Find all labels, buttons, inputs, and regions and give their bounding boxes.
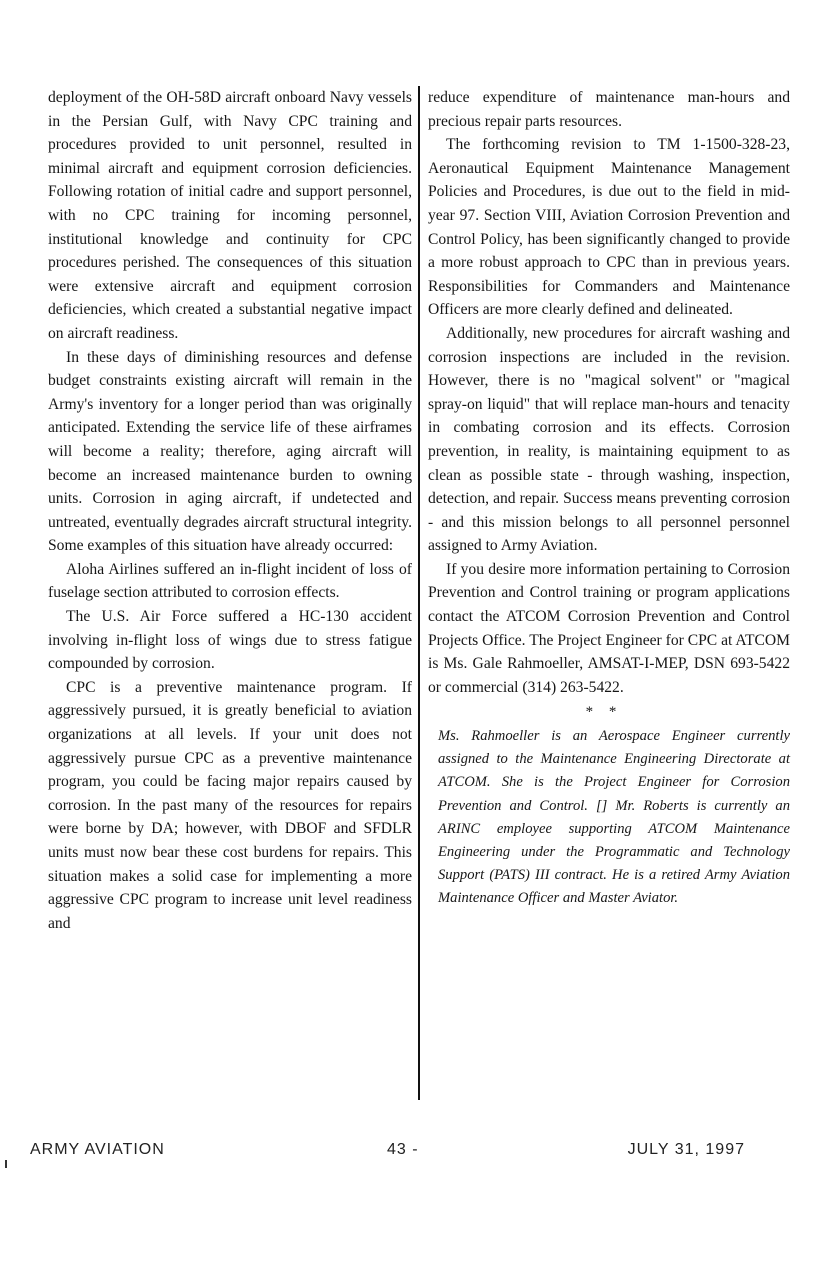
- footer-date: JULY 31, 1997: [627, 1141, 745, 1158]
- right-paragraph-3: Additionally, new procedures for aircraft washing and corrosion inspections are included in the revision. However, there is no "magical solvent" or "magical spray-on liquid" that will replace man-hours and tenacity in combating corrosion and its effects. Corrosion prevention, in reality, is maintaining equipment to as clean as possible state - through washing, inspection, detection, and repair. Success means preventing corrosion - and this mission belongs to all personnel personnel assigned to Army Aviation.: [428, 324, 790, 555]
- author-bio: Ms. Rahmoeller is an Aerospace Engineer currently assigned to the Maintenance Engineering Directorate at ATCOM. She is the Project Engineer for Corrosion Prevention and Control. [] Mr. Roberts is currently an ARINC employee supporting ATCOM Maintenance Engineering under the Programmatic and Technology Support (PATS) III contract. He is a retired Army Aviation Maintenance Officer and Master Aviator.: [438, 728, 790, 907]
- left-paragraph-4: The U.S. Air Force suffered a HC-130 accident involving in-flight loss of wings due to stress fatigue compounded by corrosion.: [48, 608, 412, 673]
- footer-publication: ARMY AVIATION: [30, 1141, 165, 1158]
- section-separator: * *: [585, 704, 623, 721]
- footer-page-number: 43 -: [387, 1141, 419, 1158]
- right-paragraph-1: reduce expenditure of maintenance man-hours and precious repair parts resources.: [428, 89, 790, 130]
- left-paragraph-5: CPC is a preventive maintenance program. If aggressively pursued, it is greatly beneficial to aviation organizations at all levels. If your unit does not aggressively pursue CPC as a preventive maintenance program, you could be facing major repairs caused by corrosion. In the past many of the resources for repairs were borne by DA; however, with DBOF and SFDLR units must now bear these cost burdens for repairs. This situation makes a solid case for implementing a more aggressive CPC program to increase unit level readiness and: [48, 678, 412, 932]
- left-paragraph-1: deployment of the OH-58D aircraft onboard Navy vessels in the Persian Gulf, with Navy CPC training and procedures provided to unit personnel, resulted in minimal aircraft and equipment corrosion deficiencies. Following rotation of initial cadre and support personnel, with no CPC training for incoming personnel, institutional knowledge and continuity for CPC procedures perished. The consequences of this situation were extensive aircraft and equipment corrosion deficiencies, which created a substantial negative impact on aircraft readiness.: [48, 89, 412, 342]
- right-paragraph-4: If you desire more information pertaining to Corrosion Prevention and Control training or program applications contact the ATCOM Corrosion Prevention and Control Projects Office. The Project Engineer for CPC at ATCOM is Ms. Gale Rahmoeller, AMSAT-I-MEP, DSN 693-5422 or commercial (314) 263-5422.: [428, 560, 790, 696]
- left-column: [48, 86, 412, 935]
- left-paragraph-2: In these days of diminishing resources and defense budget constraints existing aircraft will remain in the Army's inventory for a longer period than was originally anticipated. Extending the service life of these airframes will become a reality; therefore, aging aircraft will become an increased maintenance burden to owning units. Corrosion in aging aircraft, if undetected and untreated, eventually degrades aircraft structural integrity. Some examples of this situation have already occurred:: [48, 348, 412, 555]
- right-paragraph-2: The forthcoming revision to TM 1-1500-328-23, Aeronautical Equipment Maintenance Management Policies and Procedures, is due out to the field in mid-year 97. Section VIII, Aviation Corrosion Prevention and Control Policy, has been significantly changed to provide a more robust approach to CPC than in previous years. Responsibilities for Commanders and Maintenance Officers are more clearly defined and delineated.: [428, 136, 790, 319]
- left-paragraph-3: Aloha Airlines suffered an in-flight incident of loss of fuselage section attributed to corrosion effects.: [48, 560, 412, 602]
- margin-mark: [5, 1160, 7, 1168]
- column-divider: [418, 86, 420, 1100]
- right-column: [428, 86, 790, 911]
